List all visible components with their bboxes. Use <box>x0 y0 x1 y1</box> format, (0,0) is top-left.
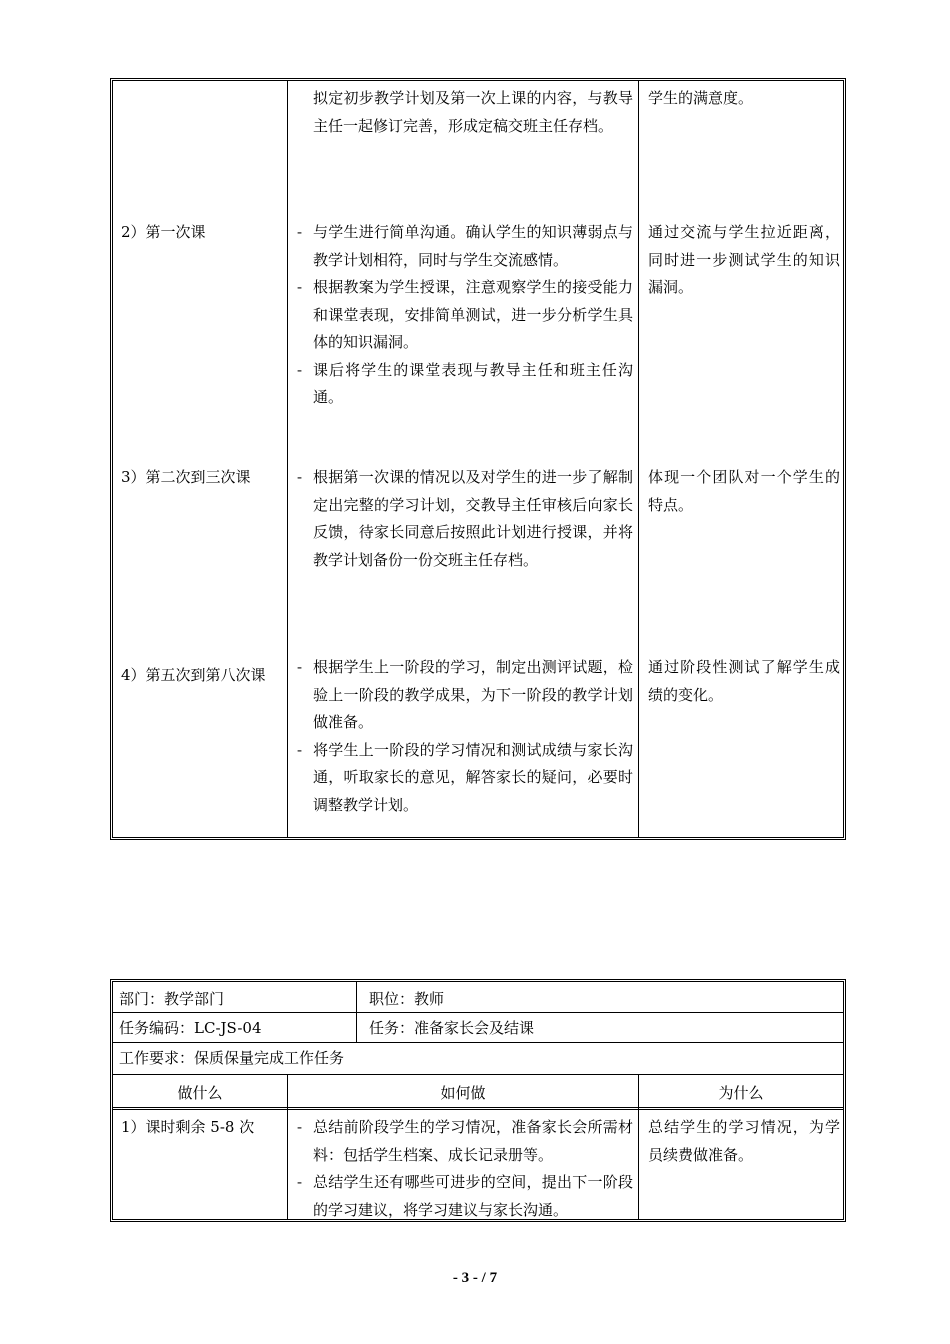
how-list <box>295 219 633 412</box>
position-label: 职位：教师 <box>369 990 445 1008</box>
header-what: 做什么 <box>177 1084 223 1102</box>
task-label: 任务：准备家长会及结课 <box>369 1019 535 1037</box>
list-item: - 总结学生还有哪些可进步的空间，提出下一阶段的学习建议，将学习建议与家长沟通。 <box>295 1169 633 1224</box>
row-divider <box>113 1074 843 1075</box>
how-cell: 拟定初步教学计划及第一次上课的内容，与教导主任一起修订完善，形成定稿交班主任存档。 <box>313 89 633 135</box>
why-cell: 学生的满意度。 <box>648 89 754 107</box>
column-divider <box>356 982 357 1042</box>
list-item: - 总结前阶段学生的学习情况，准备家长会所需材料：包括学生档案、成长记录册等。 <box>295 1114 633 1169</box>
work-steps-table-continued <box>110 78 846 840</box>
step-cell: 1）课时剩余 5-8 次 <box>121 1118 255 1136</box>
task-table <box>110 979 846 1222</box>
step-cell: 3）第二次到三次课 <box>121 468 251 486</box>
step-cell: 2）第一次课 <box>121 223 206 241</box>
list-item: - 根据学生上一阶段的学习，制定出测评试题，检验上一阶段的教学成果，为下一阶段的教学计划做准备。 <box>295 654 633 737</box>
list-item: - 课后将学生的课堂表现与教导主任和班主任沟通。 <box>295 357 633 412</box>
list-item: - 将学生上一阶段的学习情况和测试成绩与家长沟通，听取家长的意见，解答家长的疑问，必要时调整教学计划。 <box>295 737 633 820</box>
page-separator: / <box>481 1270 486 1286</box>
column-divider <box>287 81 288 837</box>
how-list <box>295 654 633 819</box>
why-cell: 体现一个团队对一个学生的特点。 <box>648 468 840 514</box>
header-how: 如何做 <box>440 1084 486 1102</box>
list-item: - 与学生进行简单沟通。确认学生的知识薄弱点与教学计划相符，同时与学生交流感情。 <box>295 219 633 274</box>
how-list <box>295 464 633 574</box>
how-list <box>295 1114 633 1224</box>
header-divider <box>113 1107 843 1110</box>
why-cell: 通过阶段性测试了解学生成绩的变化。 <box>648 658 840 704</box>
column-divider <box>638 81 639 837</box>
requirement-label: 工作要求：保质保量完成工作任务 <box>119 1049 345 1067</box>
list-item: - 根据第一次课的情况以及对学生的进一步了解制定出完整的学习计划，交教导主任审核后向家长反馈，待家长同意后按照此计划进行授课，并将教学计划备份一份交班主任存档。 <box>295 464 633 574</box>
page-current: - 3 - <box>452 1270 478 1286</box>
step-cell: 4）第五次到第八次课 <box>121 666 266 684</box>
page-total: 7 <box>489 1270 498 1286</box>
header-why: 为什么 <box>718 1084 764 1102</box>
department-label: 部门：教学部门 <box>119 990 225 1008</box>
why-cell: 总结学生的学习情况，为学员续费做准备。 <box>648 1118 840 1164</box>
list-item: - 根据教案为学生授课，注意观察学生的接受能力和课堂表现，安排简单测试，进一步分析学生具体的知识漏洞。 <box>295 274 633 357</box>
task-code-label: 任务编码：LC-JS-04 <box>119 1019 262 1037</box>
why-cell: 通过交流与学生拉近距离，同时进一步测试学生的知识漏洞。 <box>648 223 840 296</box>
page-number <box>0 1270 950 1287</box>
